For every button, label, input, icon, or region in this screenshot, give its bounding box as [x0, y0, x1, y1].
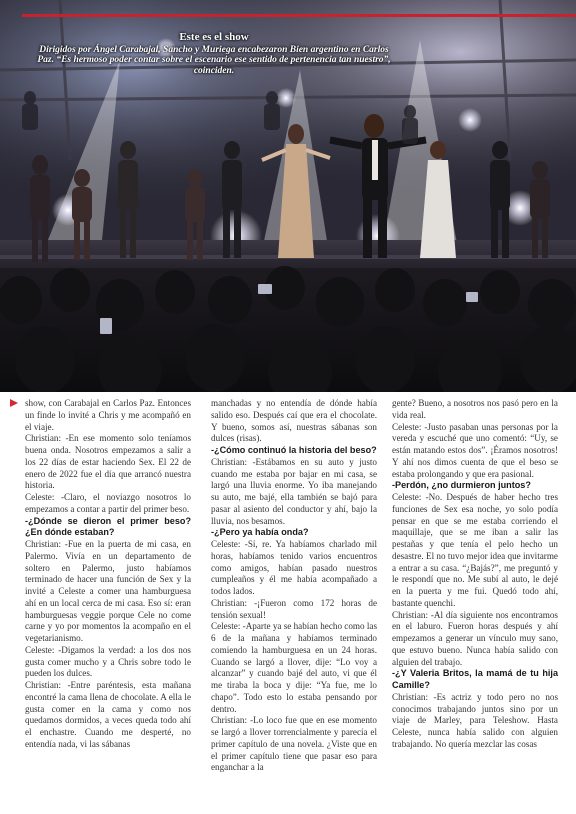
show-photo [0, 0, 576, 392]
article-paragraph: Christian: -Fue en la puerta de mi casa, en Palermo. Vivía en un departamento de soltero en Palermo, justo habíamos terminado de hacer una función de Sex y la invité a Celeste a comer una hamburguesa ahí en un local cerca de mi casa. Eso sí: eran hamburguesas veggie porque Cele no come carne y yo por momentos la acompaño en el vegetarianismo. [25, 539, 191, 643]
article-paragraph: Celeste: -Digamos la verdad: a los dos nos gusta comer mucho y a Chris sobre todo le pueden los dulces. [25, 644, 191, 679]
interview-question: -¿Cómo continuó la historia del beso? [211, 445, 377, 455]
article-column-3 [392, 398, 558, 751]
article-paragraph: Celeste: -Sí, re. Ya habíamos charlado mil horas, habíamos tenido varios encuentros como amigos, habían pasado nuestros cumpleaños y él me había acompañado a todos lados. [211, 539, 377, 596]
caption-title: Este es el show [179, 31, 249, 43]
article-paragraph: Celeste: -Claro, el noviazgo nosotros lo empezamos a contar a partir del primer beso. [25, 492, 191, 514]
article-paragraph: manchadas y no entendía de dónde había salido eso. Después caí que era el chocolate. Y bueno, somos así, nuestras sábanas son dulces (risas). [211, 398, 377, 444]
caption-body: Dirigidos por Ángel Carabajal, Sancho y Muriega encabezaron Bien argentino en Carlos Paz. “Es hermoso poder contar sobre el escenario ese sentido de pertenencia tan nuestro”, coinciden. [37, 44, 391, 76]
article-paragraph: Christian: -Es actriz y todo pero no nos conocimos trabajando juntos sino por un viaje de Marley, para Teleshow. Hasta Celeste, nunca había salido con alguien trabajando. No quería mezclar las cosas [392, 691, 558, 749]
article-paragraph: gente? Bueno, a nosotros nos pasó pero en la vida real. [392, 398, 558, 420]
article-paragraph: Christian: -En ese momento solo teníamos buena onda. Nosotros empezamos a salir a los 22 días de estar haciendo Sex. El 22 de enero de 2022 fue el día que arrancó nuestra historia. [25, 433, 191, 491]
interview-question: -¿Pero ya había onda? [211, 527, 309, 538]
article-paragraph: Christian: -Al día siguiente nos encontramos en el laburo. Fueron horas después y ahí empezamos a generar un vínculo muy sano, que estuvo bueno. Nunca había salido con alguien del trabajo. [392, 609, 558, 667]
top-accent-rule [22, 14, 576, 17]
article-paragraph: Christian: -Estábamos en su auto y justo cuando me estaba por bajar en mi casa, se largó una lluvia enorme. Yo iba manejando su auto, me bajé, ella también se bajó para pasar al asiento del conductor y ahí, bajo la lluvia, nos besamos. [211, 456, 377, 526]
article-column-2 [211, 398, 377, 774]
continuation-arrow-icon [10, 399, 18, 407]
photo-caption [34, 32, 394, 76]
article-column-1 [25, 398, 191, 751]
article-paragraph: Christian: -Entre paréntesis, esta mañana encontré la cama llena de chocolate. A ella le gusta comer en la cama y como nos quedamos dormidos, a veces queda todo ahí el enchastre. Cuando me desperté, no entendía nada, vi las sábanas [25, 680, 191, 749]
article-paragraph: show, con Carabajal en Carlos Paz. Entonces un finde lo invité a Chris y me acompañó en el viaje. [25, 398, 191, 432]
interview-question: -¿Dónde se dieron el primer beso? ¿En dónde estaban? [25, 515, 191, 538]
article-paragraph: Celeste: -Justo pasaban unas personas por la vereda y escuché que uno comentó: “Uy, se están matando estos dos”. ¡Éramos nosotros! Y ahí nos dimos cuenta de que el beso se estaba prolongando y que era pasional. [392, 421, 558, 479]
interview-question: -¿Y Valeria Britos, la mamá de tu hija Camille? [392, 668, 558, 690]
article-paragraph: Christian: -¡Fueron como 172 horas de tensión sexual! [211, 597, 377, 620]
article-paragraph: Celeste: -Aparte ya se habían hecho como las 6 de la mañana y habíamos terminado comiendo la hamburguesa en un 24 horas. Cuando se largó a llover, dije: “Lo voy a alcanzar” y cuando bajé del auto, vi que él me tiraba la boca y dije: “Ya fue, me lo chapo”. Todo esto lo estaba pensando por dentro. [211, 621, 377, 714]
interview-question: -Perdón, ¿no durmieron juntos? [392, 480, 531, 491]
article-body [25, 398, 558, 810]
article-paragraph: Celeste: -No. Después de haber hecho tres funciones de Sex esa noche, yo solo podía pensar en que se me estaba corriendo el maquillaje, que se me iban a salir las pestañas y que tenía el pelo hecho un desastre. El no tuvo mejor idea que invitarme a entrar a su casa. “¿Bajás?”, me preguntó y le respondí que no. Me subí al auto, le dejé en la puerta y me fui. Quedó todo ahí, bastante quenchi. [392, 492, 558, 608]
article-paragraph: Christian: -Lo loco fue que en ese momento se largó a llover torrencialmente y parecía el primer capítulo de una novela. ¿Viste que en el primer capítulo tiene que pasar eso para enganchar a la [211, 715, 377, 773]
